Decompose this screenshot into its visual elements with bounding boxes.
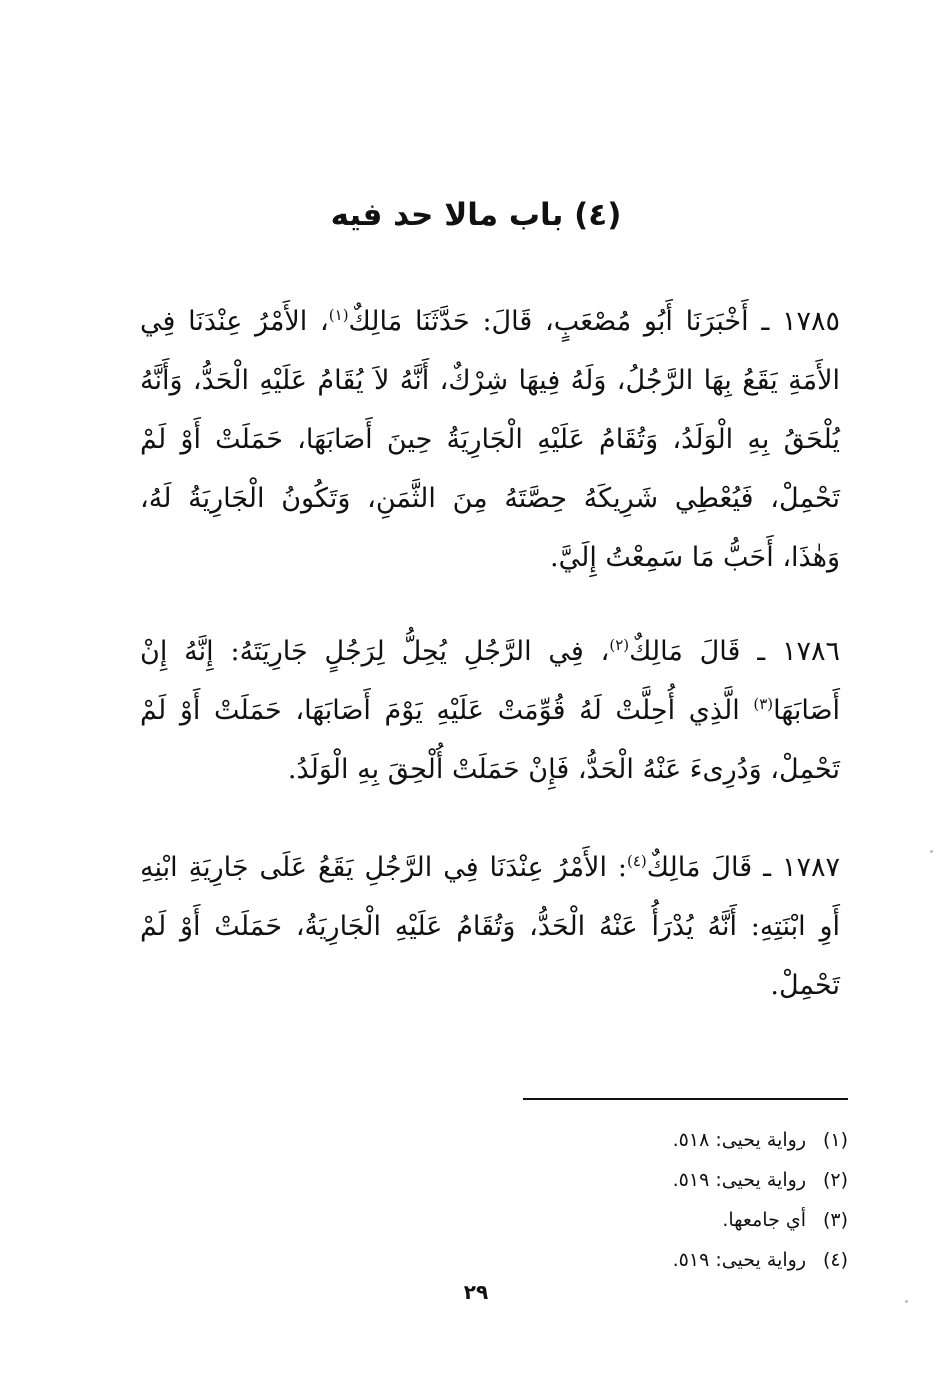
hadith-text: قَالَ مَالِكٌ: [629, 636, 741, 667]
hadith-number: ١٧٨٧ ـ: [763, 852, 840, 883]
footnote-number: (٤): [822, 1249, 848, 1271]
footnote-separator: [523, 1098, 848, 1100]
footnote-3: [428, 1200, 848, 1240]
footnote-number: (٣): [822, 1209, 848, 1231]
hadith-paragraph-1787: [140, 838, 840, 1015]
footnote-text: أي جامعها.: [722, 1209, 806, 1231]
hadith-number: ١٧٨٦ ـ: [757, 636, 840, 667]
footnote-1: [428, 1120, 848, 1160]
footnote-number: (١): [822, 1129, 848, 1151]
footnote-mark-4: (٤): [627, 852, 647, 870]
footnote-mark-2: (٢): [609, 636, 630, 654]
scan-speck: [930, 850, 933, 853]
hadith-text: : الأَمْرُ عِنْدَنَا فِي الرَّجُلِ يَقَعُ عَلَى جَارِيَةِ ابْنِهِ أَوِ ابْنَتِهِ: أَنَّهُ يُدْرَأُ عَنْهُ الْحَدُّ، وَتُقَامُ عَلَيْهِ الْجَارِيَةُ، حَمَلَتْ أَوْ لَمْ تَحْمِلْ.: [140, 852, 840, 1001]
footnote-text: رواية يحيى: ٥١٩.: [672, 1249, 806, 1271]
hadith-text: ، فِي الرَّجُلِ يُحِلُّ لِرَجُلٍ جَارِيَتَهُ: إِنَّهُ إِنْ أَصَابَهَا: [140, 636, 840, 726]
hadith-text: أَخْبَرَنَا أَبُو مُصْعَبٍ، قَالَ: حَدَّثَنَا مَالِكٌ: [348, 306, 749, 337]
hadith-paragraph-1786: [140, 622, 840, 799]
page-number: ٢٩: [463, 1280, 489, 1304]
hadith-text: ، الأَمْرُ عِنْدَنَا فِي الأَمَةِ يَقَعُ بِهَا الرَّجُلُ، وَلَهُ فِيهَا شِرْكٌ، أَنَّهُ لاَ يُقَامُ عَلَيْهِ الْحَدُّ، وَأَنَّهُ يُلْحَقُ بِهِ الْوَلَدُ، وَتُقَامُ عَلَيْهِ الْجَارِيَةُ حِينَ أَصَابَهَا، حَمَلَتْ أَوْ لَمْ تَحْمِلْ، فَيُعْطِي شَرِيكَهُ حِصَّتَهُ مِنَ الثَّمَنِ، وَتَكُونُ الْجَارِيَةُ لَهُ، وَهٰذَا، أَحَبُّ مَا سَمِعْتُ إِلَيَّ.: [140, 306, 840, 573]
footnotes: [428, 1120, 848, 1280]
chapter-title: (٤) باب مالا حد فيه: [330, 197, 622, 233]
footnote-2: [428, 1160, 848, 1200]
hadith-text: الَّذِي أُحِلَّتْ لَهُ قُوِّمَتْ عَلَيْهِ يَوْمَ أَصَابَهَا، حَمَلَتْ أَوْ لَمْ تَحْمِلْ، وَدُرِىءَ عَنْهُ الْحَدُّ، فَإِنْ حَمَلَتْ أُلْحِقَ بِهِ الْوَلَدُ.: [140, 695, 840, 785]
hadith-number: ١٧٨٥ ـ: [761, 306, 840, 337]
hadith-text: قَالَ مَالِكٌ: [646, 852, 753, 883]
footnote-text: رواية يحيى: ٥١٨.: [672, 1129, 806, 1151]
footnote-number: (٢): [822, 1169, 848, 1191]
scan-speck: [905, 1300, 908, 1303]
footnote-text: رواية يحيى: ٥١٩.: [672, 1169, 806, 1191]
footnote-mark-1: (١): [328, 306, 349, 324]
footnote-4: [428, 1240, 848, 1280]
footnote-mark-3: (٣): [753, 695, 774, 713]
hadith-paragraph-1785: [140, 292, 840, 587]
